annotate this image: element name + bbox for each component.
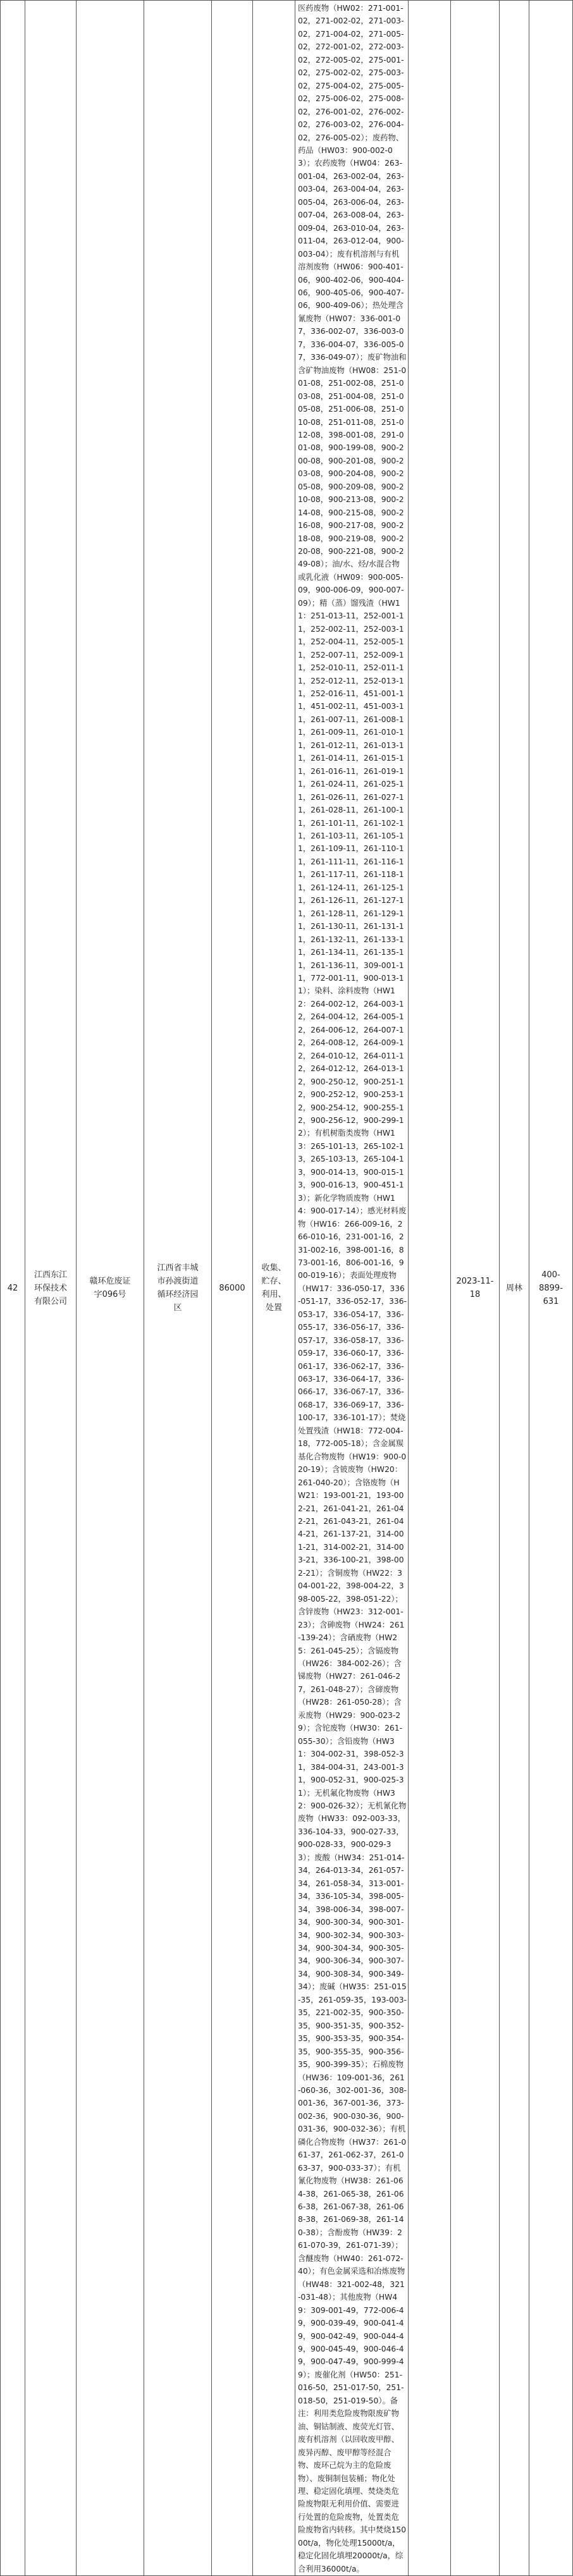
contact-phone: 400-8899- 631 xyxy=(529,1,573,2576)
waste-categories: 医药废物（HW02：271-001-02，271-002-02，271-003-02，271-004-02，271-005-02，272-001-02，272-003-02，272-005-02，275-001-02，275-002-02，275-003-02，275-004-02，275-005-02，275-006-02，275-008-02，276-001-02，276-002-02，276-003-02，276-004-02，276-005-02）；废药物、药品（HW03：900-002-03）；农药废物（HW04：263-001-04，263-002-04，263-003-04，263-004-04，263-005-04，263-006-04，263-007-04，263-008-04，263-009-04，263-010-04，263-011-04，263-012-04，900-003-04）；废有机溶剂与有机溶剂废物（HW06：900-401-06，900-402-06，900-404-06，900-405-06，900-407-06，900-409-06）；热处理含氰废物（HW07：336-001-07，336-002-07，336-003-07，336-004-07，336-005-07，336-049-07）；废矿物油和含矿物油废物（HW08：251-001-08，251-002-08，251-003-08，251-004-08，251-005-08，251-006-08，251-010-08，251-011-08，251-012-08，398-001-08，291-001-08，900-199-08，900-200-08，900-201-08，900-203-08，900-204-08，900-205-08，900-209-08，900-210-08，900-213-08，900-214-08，900-215-08，900-216-08，900-217-08，900-218-08，900-219-08，900-220-08，900-221-08，900-249-08）；油/水、烃/水混合物或乳化液（HW09：900-005-09，900-006-09，900-007-09）；精（蒸）馏残渣（HW11：251-013-11，252-001-11，252-002-11，252-003-11，252-004-11，252-005-11，252-007-11，252-009-11，252-010-11，252-011-11，252-012-11，252-013-11，252-016-11，451-001-11，451-002-11，451-003-11，261-007-11，261-008-11，261-009-11，261-010-11，261-012-11，261-013-11，261-014-11，261-015-11，261-016-11，261-019-11，261-024-11，261-025-11，261-026-11，261-027-11，261-028-11，261-100-11，261-101-11，261-102-11，261-103-11，261-105-11，261-109-11，261-110-11，261-111-11，261-116-11，261-117-11，261-118-11，261-124-11，261-125-11，261-126-11，261-127-11，261-128-11，261-129-11，261-130-11，261-131-11，261-132-11，261-133-11，261-134-11，261-135-11，261-136-11，309-001-11，772-001-11，900-013-11）；染料、涂料废物（HW12：264-002-12，264-003-12，264-004-12，264-005-12，264-006-12，264-007-12，264-008-12，264-009-12，264-010-12，264-011-12，264-012-12，264-013-12，900-250-12，900-251-12，900-252-12，900-253-12，900-254-12，900-255-12，900-256-12，900-299-12）；有机树脂类废物（HW13：265-101-13，265-102-13，265-103-13，265-104-13，900-014-13，900-015-13，900-016-13，900-451-13）；新化学物质废物（HW14：900-017-14）；感光材料废物（HW16：266-009-16，266-010-16，231-001-16，231-002-16，398-001-16，873-001-16，806-001-16，900-019-16）；表面处理废物（HW17：336-050-17，336-051-17，336-052-17，336-053-17，336-054-17，336-055-17，336-056-17，336-057-17，336-058-17，336-059-17，336-060-17，336-061-17，336-062-17，336-063-17，336-064-17，336-066-17，336-067-17，336-068-17，336-069-17，336-100-17，336-101-17）；焚烧处置残渣（HW18：772-004-18，772-005-18）；含金属羰基化合物废物（HW19：900-020-19）；含铍废物（HW20：261-040-20）；含铬废物（HW21：193-001-21，193-002-21，261-041-21，261-042-21，261-043-21，261-044-21，261-137-21，314-001-21，314-002-21，314-003-21，336-100-21，398-002-21）；含铜废物（HW22：304-001-22，398-004-22，398-005-22，398-051-22）；含锌废物（HW23：312-001-23）；含砷废物（HW24：261-139-24）；含硒废物（HW25：261-045-25）；含镉废物（HW26：384-002-26）；含锑废物（HW27：261-046-27，261-048-27）；含碲废物（HW28：261-050-28）；含汞废物（HW29：900-023-29）；含铊废物（HW30：261-055-30）；含铅废物（HW31：304-002-31，398-052-31，384-004-31，243-001-31，900-052-31，900-025-31）；无机氟化物废物（HW32：900-026-32）；无机氰化物废物（HW33：092-003-33，336-104-33，900-027-33，900-028-33，900-029-33）；废酸（HW34：251-014-34，264-013-34，261-057-34，261-058-34，313-001-34，336-105-34，398-005-34，398-006-34，398-007-34，900-300-34，900-301-34，900-302-34，900-303-34，900-304-34，900-305-34，900-306-34，900-307-34，900-308-34，900-349-34）；废碱（HW35：251-015-35，261-059-35，193-003-35，221-002-35，900-350-35，900-351-35，900-352-35，900-353-35，900-354-35，900-355-35，900-356-35，900-399-35）；石棉废物（HW36：109-001-36，261-060-36，302-001-36，308-001-36，367-001-36，373-002-36，900-030-36，900-031-36，900-032-36）；有机磷化合物废物（HW37：261-061-37，261-062-37，261-063-37，900-033-37）；有机氰化物废物（HW38：261-064-38，261-065-38，261-066-38，261-067-38，261-068-38，261-069-38，261-140-38）；含酚废物（HW39：261-070-39，261-071-39）；含醚废物（HW40：261-072-40）；有色金属采选和冶炼废物（HW48：321-002-48，321-031-48）；其他废物（HW49：309-001-49，772-006-49，900-039-49，900-041-49，900-042-49，900-044-49，900-045-49，900-046-49，900-047-49，900-999-49）；废催化剂（HW50：251-016-50，251-017-50，251-018-50，251-019-50）。备注：利用类危险废物限废矿物油、铜钴制液、废荧光灯管、废有机溶剂（以回收废甲醇、废异丙醇、废甲醇等经混合物、废环己烷为主的危险废物）、废铜制包装桶；物化处理、稳定固化填埋、焚烧类危险废物限无利用价值、需要进行处置的危险废物，处置类危险废物省内转移。其中焚烧15000t/a，物化处理15000t/a，稳定化固化填埋20000t/a，综合利用36000t/a。 xyxy=(295,1,409,2576)
permit-number: 赣环危废证 字096号 xyxy=(77,1,144,2576)
operation-mode: 收集、 贮存、 利用、 处置 xyxy=(253,1,295,2576)
capacity-value: 86000 xyxy=(212,1,253,2576)
empty-cell xyxy=(409,1,451,2576)
row-number: 42 xyxy=(1,1,25,2576)
facility-address: 江西省丰城 市孙渡街道 循环经济园 区 xyxy=(144,1,212,2576)
table-row xyxy=(1,1,573,2576)
validity-date: 2023-11- 18 xyxy=(451,1,500,2576)
company-name: 江西东江 环保技术 有限公司 xyxy=(25,1,77,2576)
contact-person: 周林 xyxy=(500,1,529,2576)
